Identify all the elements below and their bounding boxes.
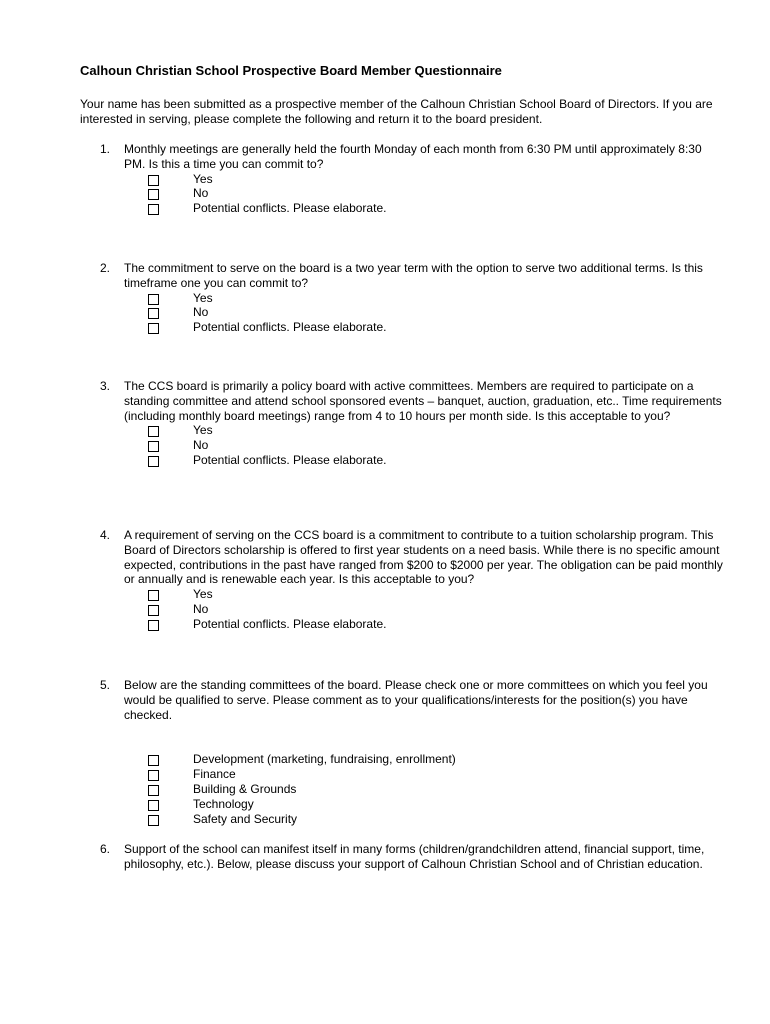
question-5 (80, 678, 720, 826)
question-6 (80, 842, 720, 872)
option-label: Finance (193, 767, 236, 782)
option-no (80, 438, 720, 453)
option-conflicts (80, 320, 720, 335)
committee-development (80, 752, 720, 767)
checkbox[interactable] (148, 755, 159, 766)
checkbox[interactable] (148, 308, 159, 319)
question-text: Support of the school can manifest itself in many forms (children/grandchildren attend, financial support, time, philosophy, etc.). Below, please discuss your support of Calhoun Christian School and of Christian education. (124, 842, 705, 871)
option-yes (80, 587, 720, 602)
checkbox[interactable] (148, 189, 159, 200)
option-label: Yes (193, 171, 213, 186)
checkbox[interactable] (148, 323, 159, 334)
checkbox[interactable] (148, 800, 159, 811)
checkbox[interactable] (148, 785, 159, 796)
option-label: Potential conflicts. Please elaborate. (193, 320, 387, 335)
option-label: No (193, 305, 209, 320)
question-text: Monthly meetings are generally held the fourth Monday of each month from 6:30 PM until approximately 8:30 PM. Is this a time you can commit to? (124, 142, 702, 171)
option-no (80, 186, 720, 201)
committee-finance (80, 767, 720, 782)
option-yes (80, 423, 720, 438)
checkbox[interactable] (148, 456, 159, 467)
option-yes (80, 172, 720, 187)
question-text: The CCS board is primarily a policy board with active committees. Members are required to participate on a standing committee and attend school sponsored events – banquet, auction, graduation, etc.. Time requirements (including monthly board meetings) range from 4 to 10 hours per month side. Is this acceptable to you? (124, 379, 722, 423)
option-yes (80, 291, 720, 306)
question-number: 2. (100, 261, 111, 275)
option-no (80, 305, 720, 320)
intro-paragraph: Your name has been submitted as a prospective member of the Calhoun Christian School Board of Directors. If you are interested in serving, please complete the following and return it to the board president. (80, 97, 713, 126)
question-text: Below are the standing committees of the board. Please check one or more committees on which you feel you would be qualified to serve. Please comment as to your qualifications/interests for the position(s) you have checked. (124, 678, 708, 722)
option-label: Potential conflicts. Please elaborate. (193, 201, 387, 216)
committee-technology (80, 797, 720, 812)
spacer (80, 722, 720, 752)
checkbox[interactable] (148, 441, 159, 452)
option-label: No (193, 601, 209, 616)
question-1 (80, 142, 720, 216)
option-label: Safety and Security (193, 811, 298, 826)
question-number: 1. (100, 142, 111, 156)
option-list (80, 291, 720, 335)
option-label: Yes (193, 290, 213, 305)
checkbox[interactable] (148, 590, 159, 601)
committee-list (80, 752, 720, 826)
checkbox[interactable] (148, 620, 159, 631)
option-label: Yes (193, 423, 213, 438)
question-text: The commitment to serve on the board is a two year term with the option to serve two additional terms. Is this timeframe one you can commit to? (124, 261, 703, 290)
option-label: Potential conflicts. Please elaborate. (193, 452, 387, 467)
option-label: No (193, 186, 209, 201)
option-list (80, 423, 720, 467)
committee-building-grounds (80, 782, 720, 797)
question-number: 5. (100, 678, 111, 692)
option-list (80, 172, 720, 216)
option-list (80, 587, 720, 631)
question-number: 4. (100, 528, 111, 542)
checkbox[interactable] (148, 426, 159, 437)
option-conflicts (80, 453, 720, 468)
committee-safety-security (80, 812, 720, 827)
option-label: Yes (193, 587, 213, 602)
option-no (80, 602, 720, 617)
checkbox[interactable] (148, 204, 159, 215)
option-label: Technology (193, 796, 254, 811)
option-label: Potential conflicts. Please elaborate. (193, 616, 387, 631)
checkbox[interactable] (148, 815, 159, 826)
checkbox[interactable] (148, 294, 159, 305)
option-conflicts (80, 201, 720, 216)
question-number: 3. (100, 379, 111, 393)
option-label: No (193, 438, 209, 453)
document-title: Calhoun Christian School Prospective Board Member Questionnaire (80, 63, 502, 78)
question-4 (80, 528, 723, 632)
option-conflicts (80, 617, 720, 632)
question-2 (80, 261, 720, 335)
question-number: 6. (100, 842, 111, 856)
checkbox[interactable] (148, 605, 159, 616)
checkbox[interactable] (148, 175, 159, 186)
option-label: Building & Grounds (193, 781, 297, 796)
question-3 (80, 379, 720, 468)
checkbox[interactable] (148, 770, 159, 781)
option-label: Development (marketing, fundraising, enrollment) (193, 752, 456, 767)
question-text: A requirement of serving on the CCS board is a commitment to contribute to a tuition scholarship program. This Board of Directors scholarship is offered to first year students on a need basis. While there is no specific amount expected, contributions in the past have ranged from $200 to $2000 per year. The obligation can be paid monthly or annually and is renewable each year. Is this acceptable to you? (124, 528, 723, 587)
